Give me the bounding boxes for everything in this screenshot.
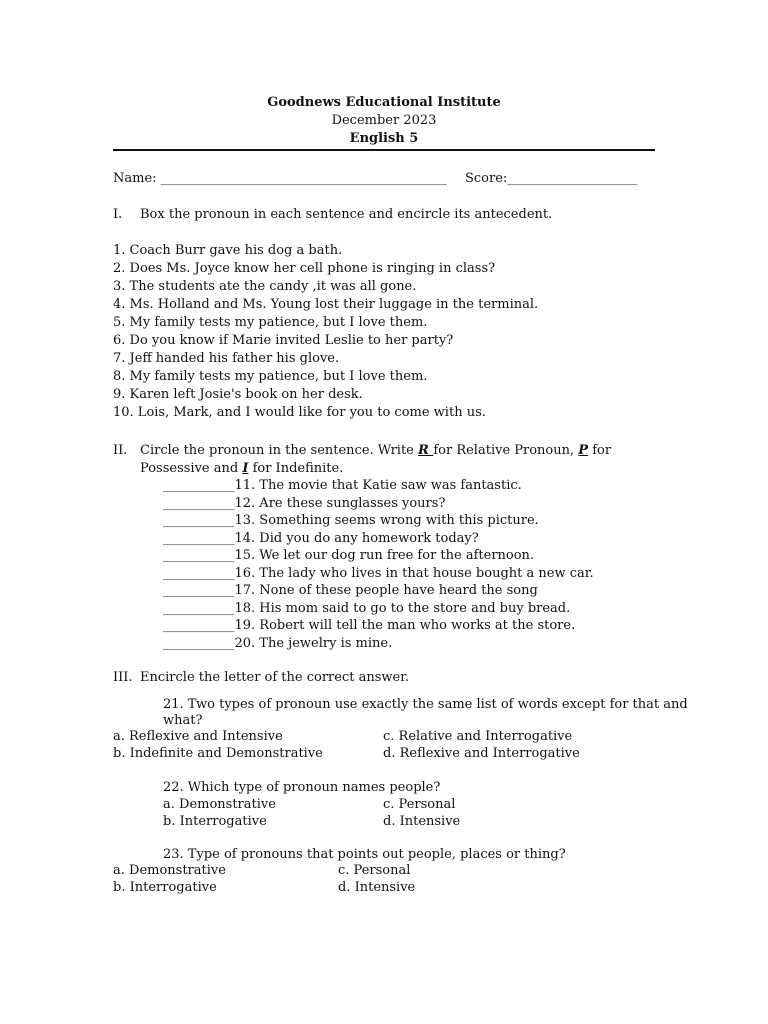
answer-blank: ___________: [163, 636, 235, 651]
instruction-text: Possessive and: [140, 461, 243, 476]
list-item: [163, 531, 479, 547]
section1-instruction: Box the pronoun in each sentence and encircle its antecedent.: [140, 207, 553, 222]
question-23: 23. Type of pronouns that points out people, places or thing?: [163, 847, 566, 862]
list-item: 1. Coach Burr gave his dog a bath.: [113, 243, 343, 258]
section3-numeral: III.: [113, 670, 133, 685]
list-item: [163, 583, 538, 599]
letter-i: I: [242, 461, 249, 476]
item-text: 16. The lady who lives in that house bought a new car.: [234, 566, 594, 581]
question-21-cont: what?: [163, 713, 203, 728]
choice-22-d[interactable]: d. Intensive: [383, 814, 461, 829]
instruction-text: for Indefinite.: [248, 461, 344, 476]
choice-22-b[interactable]: b. Interrogative: [163, 814, 267, 829]
list-item: [163, 513, 539, 529]
list-item: 2. Does Ms. Joyce know her cell phone is ringing in class?: [113, 261, 496, 276]
list-item: 9. Karen left Josie's book on her desk.: [113, 387, 363, 402]
list-item: 8. My family tests my patience, but I love them.: [113, 369, 428, 384]
list-item: [163, 496, 445, 512]
list-item: [163, 636, 392, 652]
answer-blank: ___________: [163, 566, 235, 581]
question-21: 21. Two types of pronoun use exactly the same list of words except for that and: [163, 697, 688, 712]
school-name: Goodnews Educational Institute: [267, 95, 501, 110]
choice-21-a[interactable]: a. Reflexive and Intensive: [113, 729, 283, 744]
choice-23-d[interactable]: d. Intensive: [338, 880, 416, 895]
list-item: 10. Lois, Mark, and I would like for you to come with us.: [113, 405, 486, 420]
answer-blank: ___________: [163, 496, 235, 511]
list-item: 6. Do you know if Marie invited Leslie to her party?: [113, 333, 454, 348]
item-text: 14. Did you do any homework today?: [234, 531, 479, 546]
exam-date: December 2023: [331, 113, 437, 128]
item-text: 13. Something seems wrong with this picture.: [234, 513, 539, 528]
choice-21-c[interactable]: c. Relative and Interrogative: [383, 729, 573, 744]
list-item: 4. Ms. Holland and Ms. Young lost their luggage in the terminal.: [113, 297, 539, 312]
score-field: [465, 171, 637, 187]
instruction-text: for Relative Pronoun,: [433, 443, 579, 458]
choice-22-c[interactable]: c. Personal: [383, 797, 456, 812]
name-field: [113, 171, 447, 187]
section2-numeral: II.: [113, 443, 128, 458]
item-text: 18. His mom said to go to the store and buy bread.: [234, 601, 571, 616]
list-item: [163, 601, 570, 617]
section2-instruction-line2: [140, 461, 343, 477]
instruction-text: for: [588, 443, 612, 458]
item-text: 20. The jewelry is mine.: [234, 636, 393, 651]
item-text: 12. Are these sunglasses yours?: [234, 496, 446, 511]
list-item: 5. My family tests my patience, but I love them.: [113, 315, 428, 330]
list-item: [163, 548, 534, 564]
list-item: 3. The students ate the candy ,it was all gone.: [113, 279, 417, 294]
name-blank: ____________________________________________: [160, 171, 447, 186]
instruction-text: Circle the pronoun in the sentence. Write: [140, 443, 418, 458]
letter-p: P: [578, 443, 589, 458]
item-text: 15. We let our dog run free for the afternoon.: [234, 548, 535, 563]
name-label: Name:: [113, 171, 157, 186]
choice-23-c[interactable]: c. Personal: [338, 863, 411, 878]
answer-blank: ___________: [163, 513, 235, 528]
question-22: 22. Which type of pronoun names people?: [163, 780, 441, 795]
choice-21-b[interactable]: b. Indefinite and Demonstrative: [113, 746, 323, 761]
choice-22-a[interactable]: a. Demonstrative: [163, 797, 276, 812]
answer-blank: ___________: [163, 531, 235, 546]
list-item: [163, 618, 575, 634]
choice-23-b[interactable]: b. Interrogative: [113, 880, 217, 895]
subject-title: English 5: [349, 131, 419, 146]
list-item: 7. Jeff handed his father his glove.: [113, 351, 340, 366]
answer-blank: ___________: [163, 548, 235, 563]
list-item: [163, 566, 594, 582]
score-label: Score:: [465, 171, 508, 186]
list-item: [163, 478, 522, 494]
answer-blank: ___________: [163, 618, 235, 633]
score-blank: ____________________: [507, 171, 638, 186]
item-text: 17. None of these people have heard the song: [234, 583, 538, 598]
choice-21-d[interactable]: d. Reflexive and Interrogative: [383, 746, 580, 761]
item-text: 19. Robert will tell the man who works at the store.: [234, 618, 576, 633]
answer-blank: ___________: [163, 601, 235, 616]
header-divider: [113, 149, 655, 151]
item-text: 11. The movie that Katie saw was fantastic.: [234, 478, 522, 493]
answer-blank: ___________: [163, 478, 235, 493]
section1-numeral: I.: [113, 207, 123, 222]
section2-instruction-line1: [140, 443, 611, 459]
answer-blank: ___________: [163, 583, 235, 598]
letter-r: R: [418, 443, 434, 458]
section3-instruction: Encircle the letter of the correct answer.: [140, 670, 410, 685]
choice-23-a[interactable]: a. Demonstrative: [113, 863, 226, 878]
